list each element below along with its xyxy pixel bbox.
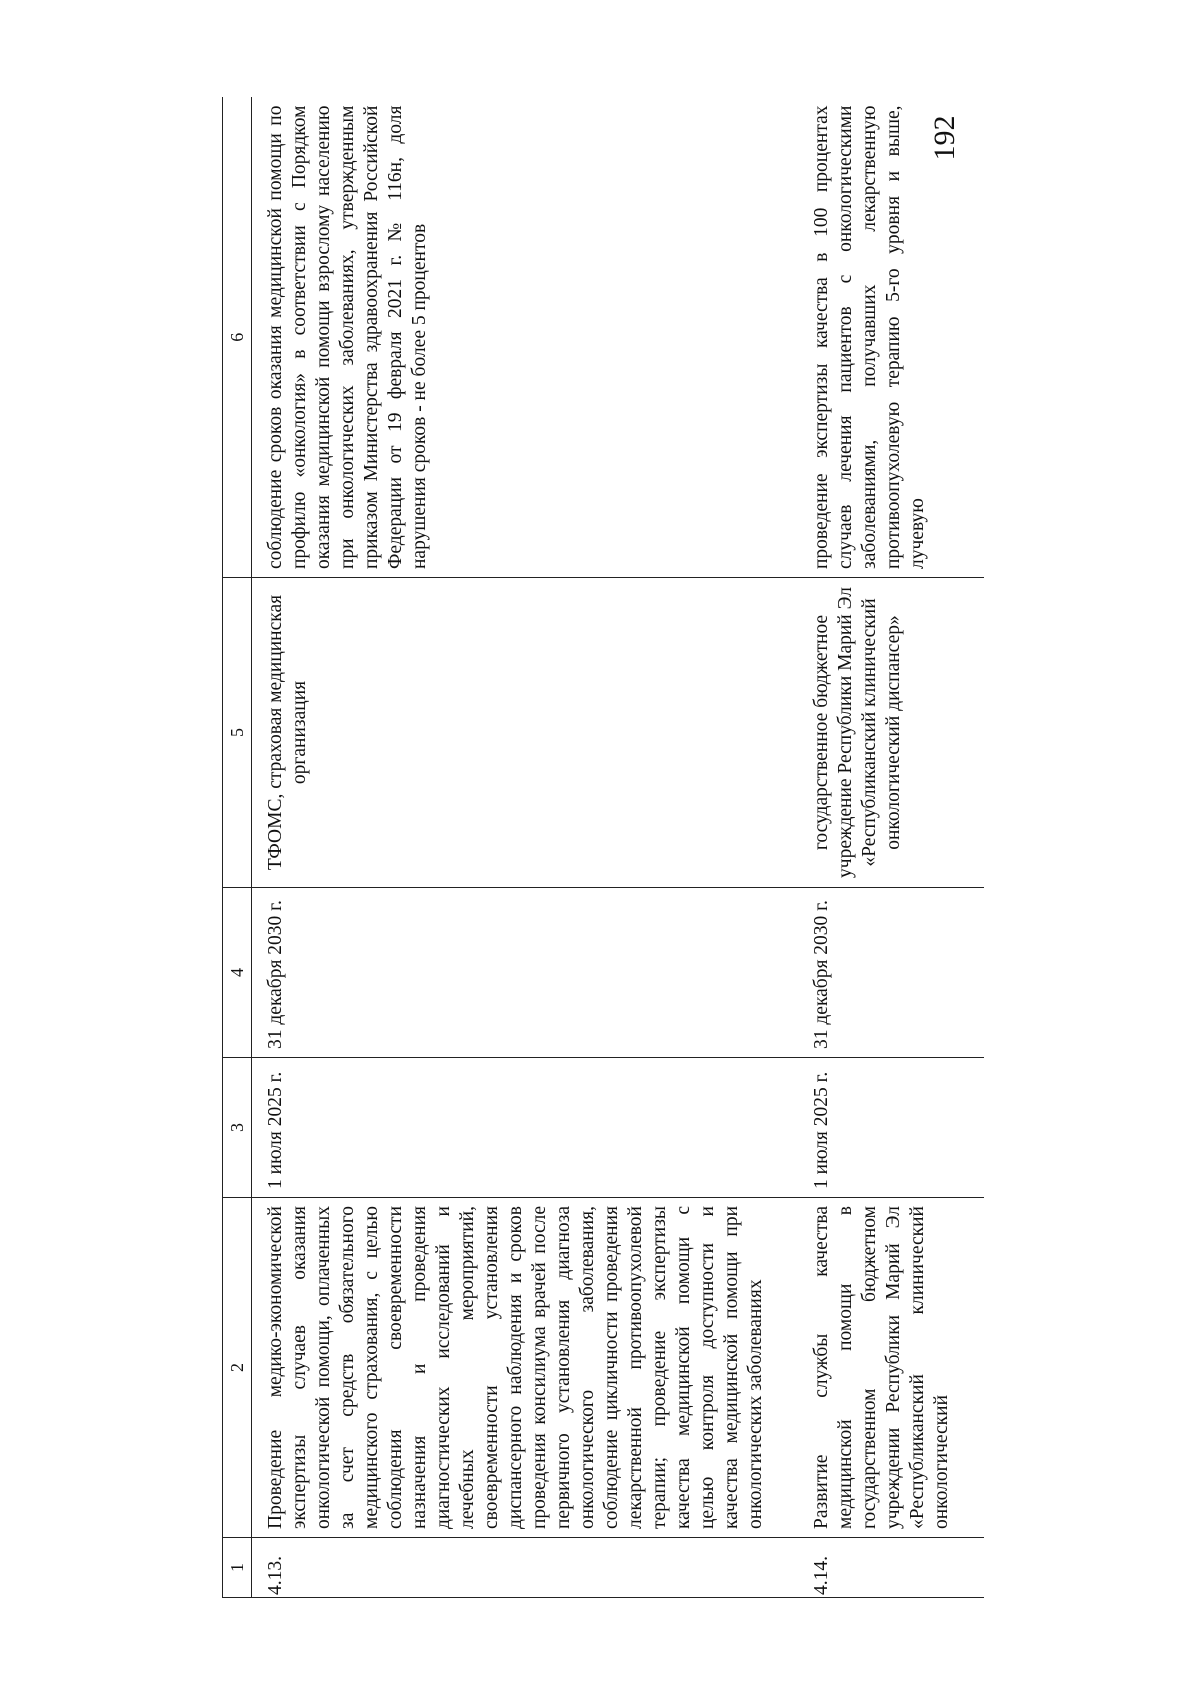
result-cell: проведение экспертизы качества в 100 процентах случаев лечения пациентов с онкологическими заболеваниями, получавших лекарственную противоопухолевую терапию 5-го уровня и выше, лучевую	[798, 98, 984, 578]
table-row	[798, 98, 984, 1598]
header-col-3: 3	[223, 1058, 252, 1198]
table-row	[252, 98, 799, 1598]
header-col-5: 5	[223, 578, 252, 888]
result-cell: соблюдение сроков оказания медицинской помощи по профилю «онкология» в соответствии с Порядком оказания медицинской помощи взрослому населению при онкологических заболеваниях, утвержденным приказом Министерства здравоохранения Российской Федерации от 19 февраля 2021 г. № 116н, доля нарушения сроков - не более 5 процентов	[252, 98, 799, 578]
end-date-cell: 31 декабря 2030 г.	[252, 888, 799, 1058]
measures-table	[222, 98, 984, 1599]
start-date-cell: 1 июля 2025 г.	[798, 1058, 984, 1198]
page-number: 192	[928, 115, 961, 161]
action-cell: Проведение медико-экономической экспертизы случаев оказания онкологической помощи, оплаченных за счет средств обязательного медицинского страхования, с целью соблюдения своевременности назначения и проведения диагностических исследований и лечебных мероприятий, своевременности установления диспансерного наблюдения и сроков проведения консилиума врачей после первичного установления диагноза онкологического заболевания, соблюдение цикличности проведения лекарственной противоопухолевой терапии; проведение экспертизы качества медицинской помощи с целью контроля доступности и качества медицинской помощи при онкологических заболеваниях	[252, 1198, 799, 1538]
header-col-6: 6	[223, 98, 252, 578]
header-col-4: 4	[223, 888, 252, 1058]
row-number: 4.14.	[798, 1538, 984, 1598]
header-col-1: 1	[223, 1538, 252, 1598]
responsible-cell: ТФОМС, страховая медицинская организация	[252, 578, 799, 888]
header-row	[223, 98, 252, 1598]
responsible-cell: государственное бюджетное учреждение Республики Марий Эл «Республиканский клинический онкологический диспансер»	[798, 578, 984, 888]
start-date-cell: 1 июля 2025 г.	[252, 1058, 799, 1198]
action-cell: Развитие службы качества медицинской помощи в государственном бюджетном учреждении Республики Марий Эл «Республиканский клинический онкологический	[798, 1198, 984, 1538]
end-date-cell: 31 декабря 2030 г.	[798, 888, 984, 1058]
header-col-2: 2	[223, 1198, 252, 1538]
rotated-table-container	[222, 0, 1200, 1598]
row-number: 4.13.	[252, 1538, 799, 1598]
